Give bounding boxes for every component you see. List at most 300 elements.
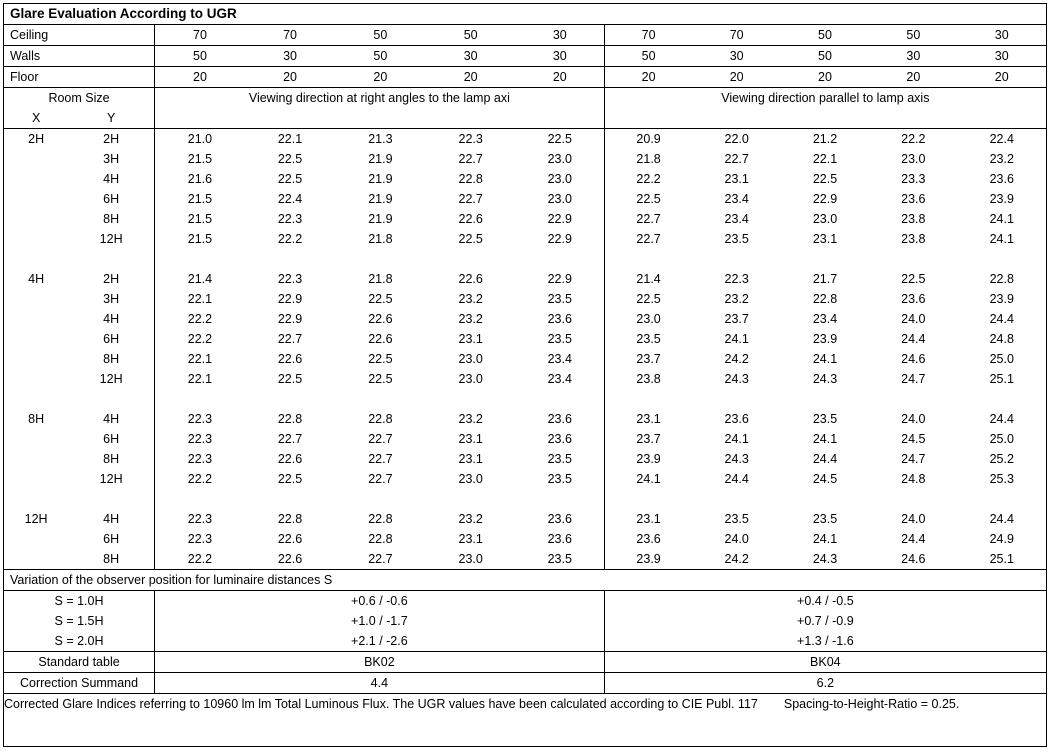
footer-row [4,694,1046,715]
ugr-value: 24.4 [989,412,1014,426]
y-label: 3H [103,152,120,166]
table-row [4,129,1046,150]
table-row [4,549,1046,570]
floor-value: 20 [906,70,921,84]
ugr-value: 23.0 [458,472,483,486]
ugr-value: 23.5 [547,552,572,566]
y-label: 12H [99,372,123,386]
ugr-value: 21.5 [155,189,245,209]
ugr-value: 24.3 [812,552,838,566]
group-spacer [4,489,1046,509]
ugr-value: 23.6 [547,532,572,546]
ugr-value: 22.9 [277,312,303,326]
ugr-value: 22.5 [812,172,838,186]
walls-value: 50 [604,46,692,67]
y-label: 6H [103,432,120,446]
ugr-value: 24.4 [901,532,926,546]
y-label: 3H [103,292,120,306]
y-label: 4H [103,412,120,426]
ugr-value: 24.1 [989,212,1014,226]
correction-summand-row [4,673,1046,694]
ugr-value: 22.5 [901,272,926,286]
ugr-value: 22.2 [155,309,245,329]
row-label-ceiling: Ceiling [10,28,49,42]
room-size-header: Room Size [48,91,110,105]
variation-parallel: +0.4 / -0.5 [604,591,1046,612]
table-row [4,329,1046,349]
ugr-value: 23.2 [458,512,483,526]
ceiling-value: 70 [155,25,245,46]
variation-right-angles: +1.0 / -1.7 [155,611,605,631]
ugr-value: 22.8 [812,292,838,306]
ugr-value: 22.6 [368,312,393,326]
ugr-value: 23.5 [547,472,572,486]
walls-value: 50 [155,46,245,67]
ugr-value: 23.1 [458,532,483,546]
ugr-value: 22.2 [604,169,692,189]
ugr-value: 24.1 [812,532,838,546]
standard-table-parallel: BK04 [604,652,1046,673]
walls-value: 30 [552,49,567,63]
ugr-value: 24.0 [724,532,749,546]
floor-value: 20 [729,70,744,84]
y-label: 8H [103,212,120,226]
ugr-value: 24.1 [812,352,838,366]
ugr-value: 23.0 [812,212,838,226]
ugr-value: 21.7 [812,272,838,286]
ugr-value: 25.3 [989,472,1014,486]
row-label-floor: Floor [10,70,39,84]
x-label [4,149,68,169]
ugr-value: 23.1 [458,332,483,346]
ugr-value: 22.6 [277,352,303,366]
ugr-value: 22.5 [547,132,572,146]
walls-value: 50 [373,49,388,63]
ugr-value: 24.0 [901,512,926,526]
ugr-value: 23.1 [458,432,483,446]
ugr-value: 23.4 [812,312,838,326]
ugr-value: 24.6 [901,352,926,366]
ugr-value: 22.3 [155,429,245,449]
ugr-value: 23.5 [724,512,749,526]
variation-title-row [4,570,1046,591]
ugr-value: 24.0 [901,312,926,326]
walls-value: 30 [906,49,921,63]
ugr-value: 22.9 [547,272,572,286]
ugr-value: 21.4 [604,269,692,289]
ugr-value: 23.6 [901,292,926,306]
y-label: 2H [103,272,120,286]
variation-right-angles: +2.1 / -2.6 [155,631,605,652]
ugr-value: 23.9 [604,549,692,570]
ugr-value: 22.3 [155,529,245,549]
ugr-value: 22.8 [458,172,483,186]
x-label [4,529,68,549]
x-label [4,209,68,229]
floor-value: 20 [818,70,832,84]
ugr-value: 25.0 [989,352,1014,366]
ugr-value: 21.5 [155,149,245,169]
ugr-value: 24.7 [901,452,926,466]
ugr-value: 23.6 [547,312,572,326]
y-label: 6H [103,332,120,346]
footer-note [4,694,1046,715]
reflectance-row-floor [4,67,1046,88]
correction-summand-parallel: 6.2 [604,673,1046,694]
right-angles-subhdr [155,108,605,129]
y-label: 8H [103,352,120,366]
ugr-value: 23.5 [547,332,572,346]
ugr-value: 21.6 [155,169,245,189]
ugr-value: 23.5 [812,412,838,426]
ugr-value: 23.2 [458,312,483,326]
y-label: 8H [103,452,120,466]
ugr-value: 21.9 [368,192,393,206]
x-label [4,169,68,189]
ugr-value: 23.5 [724,232,749,246]
ugr-value: 23.4 [547,352,572,366]
ugr-value: 23.4 [724,212,749,226]
ugr-value: 24.9 [989,532,1014,546]
ugr-value: 23.0 [901,152,926,166]
x-label [4,369,68,389]
ugr-value: 24.3 [724,452,749,466]
x-label [4,329,68,349]
ugr-value: 23.8 [604,369,692,389]
ugr-value: 22.9 [812,192,838,206]
ugr-value: 24.3 [724,372,749,386]
ugr-value: 22.2 [901,132,926,146]
ugr-value: 23.8 [901,232,926,246]
ugr-value: 22.1 [155,289,245,309]
ugr-value: 25.1 [989,372,1014,386]
ugr-value: 23.1 [604,509,692,529]
correction-summand-label: Correction Summand [19,676,139,690]
x-label: 8H [28,412,45,426]
ugr-value: 22.5 [368,352,393,366]
ugr-value: 22.7 [604,229,692,249]
footer-ratio: Spacing-to-Height-Ratio = 0.25. [783,697,960,711]
ugr-value: 22.5 [604,289,692,309]
ugr-value: 24.4 [989,512,1014,526]
footer-text: Corrected Glare Indices referring to 10960 lm lm Total Luminous Flux. The UGR values have been calculated according to CIE Publ. 117 [4,697,758,711]
viewing-direction-header-row [4,88,1046,109]
ugr-value: 22.7 [724,152,749,166]
ugr-value: 22.3 [458,132,483,146]
ugr-value: 22.7 [368,432,393,446]
ugr-value: 23.1 [812,232,838,246]
variation-row [4,631,1046,652]
x-label [4,429,68,449]
ugr-value: 23.6 [547,432,572,446]
ugr-value: 23.5 [604,329,692,349]
reflectance-row-ceiling [4,25,1046,46]
ugr-value: 23.5 [547,452,572,466]
ugr-value: 23.0 [458,552,483,566]
correction-summand-right: 4.4 [155,673,605,694]
group-spacer [4,249,1046,269]
ceiling-value: 70 [283,28,297,42]
ugr-value: 24.4 [989,312,1014,326]
variation-label: S = 1.5H [54,614,104,628]
variation-parallel: +1.3 / -1.6 [604,631,1046,652]
floor-value: 20 [283,70,297,84]
ugr-value: 23.6 [604,529,692,549]
ugr-value: 22.9 [547,212,572,226]
x-label [4,469,68,489]
ugr-value: 22.7 [604,209,692,229]
ugr-value: 24.4 [724,472,749,486]
floor-value: 20 [994,70,1009,84]
right-angles-header: Viewing direction at right angles to the lamp axi [155,88,605,109]
ugr-value: 22.7 [368,472,393,486]
ugr-value: 24.1 [724,332,749,346]
ugr-value: 23.1 [724,172,749,186]
variation-row [4,591,1046,612]
x-label [4,189,68,209]
ugr-value: 23.2 [458,412,483,426]
table-row [4,529,1046,549]
ugr-value: 22.7 [368,452,393,466]
ugr-value: 23.6 [989,172,1014,186]
ugr-value: 23.9 [989,192,1014,206]
ugr-value: 23.0 [547,192,572,206]
table-row [4,429,1046,449]
ugr-value: 23.6 [547,412,572,426]
ugr-value: 22.5 [368,372,393,386]
ceiling-value: 50 [906,28,921,42]
ugr-value: 21.4 [155,269,245,289]
ugr-value: 24.1 [989,232,1014,246]
floor-value: 20 [463,70,478,84]
table-row [4,309,1046,329]
ugr-table [4,4,1046,714]
ugr-value: 22.4 [277,192,303,206]
ugr-value: 22.8 [277,512,303,526]
x-label [4,309,68,329]
ugr-value: 22.1 [155,369,245,389]
ugr-value: 22.7 [368,552,393,566]
ugr-value: 21.8 [368,272,393,286]
ugr-value: 23.1 [458,452,483,466]
ceiling-value: 70 [729,28,744,42]
ugr-value: 22.3 [155,509,245,529]
ugr-value: 22.3 [277,212,303,226]
ugr-value: 24.8 [989,332,1014,346]
ugr-value: 23.2 [724,292,749,306]
ugr-value: 22.9 [277,292,303,306]
y-label: 4H [103,512,120,526]
x-label: 12H [24,512,48,526]
ugr-value: 22.3 [155,409,245,429]
ugr-value: 23.6 [724,412,749,426]
table-row [4,509,1046,529]
ugr-value: 23.2 [989,152,1014,166]
parallel-header: Viewing direction parallel to lamp axis [604,88,1046,109]
ugr-value: 22.7 [458,192,483,206]
ugr-value: 24.1 [604,469,692,489]
ugr-value: 20.9 [604,129,692,150]
ugr-value: 21.3 [368,132,393,146]
ugr-value: 22.1 [277,132,303,146]
floor-value: 20 [373,70,388,84]
table-row [4,409,1046,429]
page-title: Glare Evaluation According to UGR [4,4,1046,25]
ugr-value: 21.0 [155,129,245,150]
ugr-value: 25.1 [989,552,1014,566]
ugr-value: 24.2 [724,352,749,366]
ugr-value: 23.0 [458,372,483,386]
walls-value: 30 [994,49,1009,63]
xy-header-row [4,108,1046,129]
ugr-value: 22.6 [277,532,303,546]
variation-label: S = 1.0H [54,594,104,608]
ceiling-value: 50 [373,28,388,42]
ugr-value: 24.5 [901,432,926,446]
ugr-value: 22.5 [277,372,303,386]
ugr-value: 22.2 [155,469,245,489]
y-label: 8H [103,552,120,566]
floor-value: 20 [155,67,245,88]
ugr-value: 22.7 [458,152,483,166]
variation-row [4,611,1046,631]
ugr-value: 22.2 [155,549,245,570]
ugr-value: 22.1 [155,349,245,369]
standard-table-label: Standard table [38,655,120,669]
ugr-value: 22.3 [155,449,245,469]
ugr-value: 22.4 [989,132,1014,146]
ugr-value: 22.8 [989,272,1014,286]
ugr-value: 25.2 [989,452,1014,466]
ugr-value: 24.1 [812,432,838,446]
ugr-value: 23.7 [724,312,749,326]
ugr-value: 23.0 [547,152,572,166]
ceiling-value: 70 [604,25,692,46]
table-row [4,349,1046,369]
ugr-value: 23.9 [812,332,838,346]
y-label: 12H [99,232,123,246]
walls-value: 30 [463,49,478,63]
ugr-value: 22.3 [724,272,749,286]
ugr-value: 24.7 [901,372,926,386]
ugr-value: 21.5 [155,209,245,229]
ugr-value: 23.9 [989,292,1014,306]
table-row [4,469,1046,489]
ugr-value: 24.6 [901,552,926,566]
ugr-value: 22.6 [458,272,483,286]
ugr-value: 22.8 [368,412,393,426]
standard-table-right: BK02 [155,652,605,673]
ugr-value: 22.0 [724,132,749,146]
ugr-value: 22.6 [277,452,303,466]
x-label [4,289,68,309]
x-label [4,229,68,249]
table-row [4,369,1046,389]
standard-table-row [4,652,1046,673]
ugr-value: 23.8 [901,212,926,226]
floor-value: 20 [552,70,567,84]
ugr-report-sheet [3,3,1047,747]
variation-parallel: +0.7 / -0.9 [604,611,1046,631]
ugr-value: 21.8 [604,149,692,169]
ceiling-value: 30 [994,28,1009,42]
ugr-value: 23.3 [901,172,926,186]
ugr-value: 21.9 [368,212,393,226]
ugr-value: 23.7 [604,429,692,449]
table-row [4,169,1046,189]
ugr-value: 21.2 [812,132,838,146]
ugr-value: 24.2 [724,552,749,566]
y-label: 4H [103,312,120,326]
ugr-value: 23.4 [724,192,749,206]
ugr-value: 22.6 [277,552,303,566]
ceiling-value: 30 [552,28,567,42]
ceiling-value: 50 [463,28,478,42]
ugr-value: 23.6 [547,512,572,526]
ugr-value: 23.5 [547,292,572,306]
ugr-value: 24.3 [812,372,838,386]
table-row [4,269,1046,289]
x-label [4,549,68,570]
ugr-value: 23.0 [547,172,572,186]
ugr-value: 22.6 [368,332,393,346]
ugr-value: 25.0 [989,432,1014,446]
table-row [4,449,1046,469]
variation-right-angles: +0.6 / -0.6 [155,591,605,612]
walls-value: 30 [283,49,297,63]
variation-label: S = 2.0H [54,634,104,648]
y-header: Y [106,111,116,125]
ugr-value: 24.1 [724,432,749,446]
group-spacer [4,389,1046,409]
x-header: X [31,111,41,125]
y-label: 6H [103,532,120,546]
ugr-value: 24.4 [901,332,926,346]
x-label: 4H [28,272,45,286]
table-row [4,289,1046,309]
x-label: 2H [28,132,45,146]
parallel-subhdr [604,108,1046,129]
ugr-value: 22.3 [277,272,303,286]
ugr-value: 22.9 [547,232,572,246]
ugr-value: 22.8 [277,412,303,426]
reflectance-row-walls [4,46,1046,67]
ugr-value: 22.7 [277,332,303,346]
ugr-value: 23.5 [812,512,838,526]
ugr-value: 23.1 [604,409,692,429]
ugr-value: 22.5 [277,172,303,186]
ugr-value: 21.9 [368,172,393,186]
ugr-value: 22.5 [277,152,303,166]
ugr-value: 24.4 [812,452,838,466]
ugr-value: 22.2 [277,232,303,246]
y-label: 6H [103,192,120,206]
ugr-value: 23.4 [547,372,572,386]
ugr-value: 22.6 [458,212,483,226]
y-label: 12H [99,472,123,486]
ugr-value: 23.7 [604,349,692,369]
ugr-value: 23.2 [458,292,483,306]
ugr-value: 23.0 [458,352,483,366]
ugr-value: 24.0 [901,412,926,426]
table-row [4,229,1046,249]
floor-value: 20 [604,67,692,88]
title-row [4,4,1046,25]
ugr-value: 22.1 [812,152,838,166]
ugr-value: 21.5 [155,229,245,249]
table-row [4,209,1046,229]
ugr-value: 21.8 [368,232,393,246]
